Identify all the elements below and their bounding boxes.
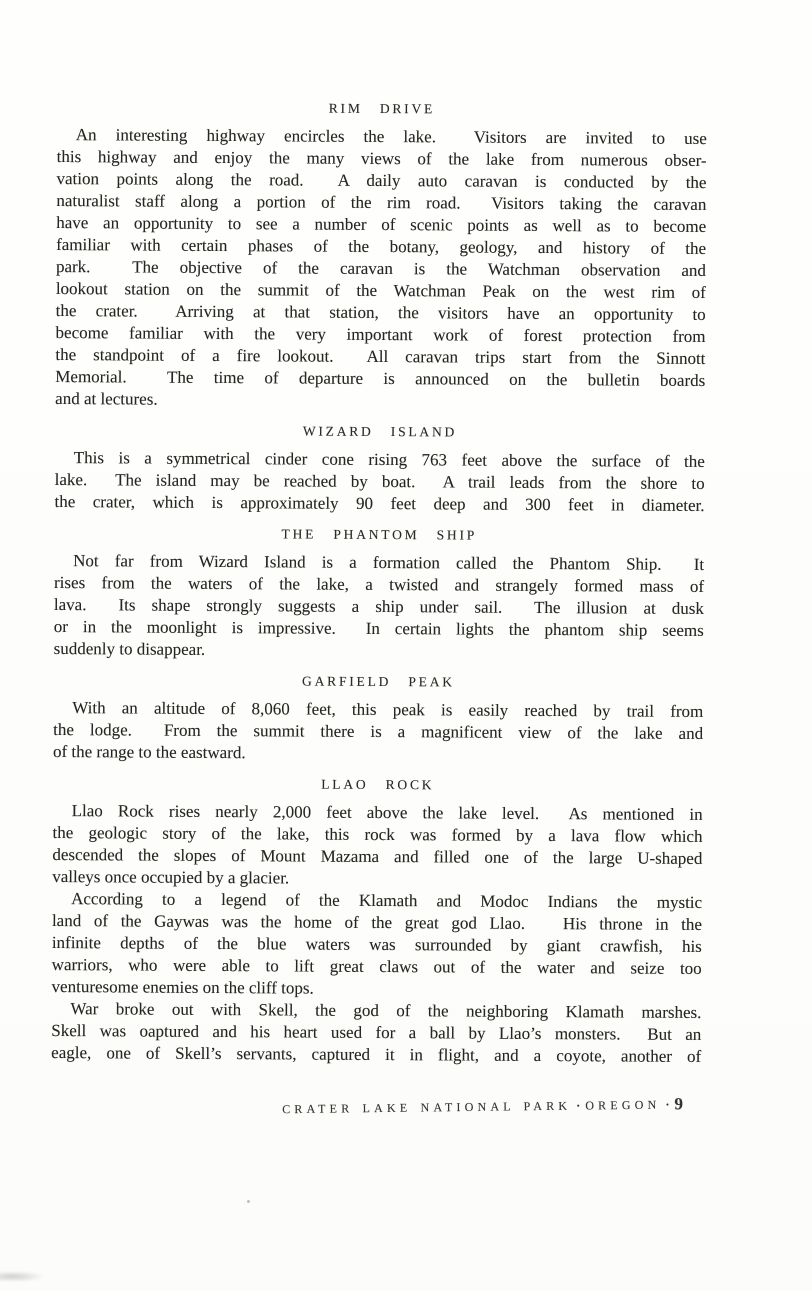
text-line: eagle, one of Skell’s servants, captured it in flight, and a coyote, another of [51, 1042, 702, 1066]
text-line: naturalist staff along a portion of the rim road. Visitors taking the caravan [56, 191, 707, 214]
text-line: the crater. Arriving at that station, the visitors have an opportunity to [55, 301, 706, 324]
section-heading: WIZARD ISLAND [302, 423, 458, 440]
text-line: This is a symmetrical cinder cone rising 763 feet above the surface of the [73, 448, 705, 471]
paragraph [52, 888, 703, 1002]
paragraph [54, 447, 704, 517]
footer-separator-icon: · [576, 1098, 581, 1113]
text-line: rises from the waters of the lake, a twisted and strangely formed mass of [53, 573, 705, 596]
footer-state: OREGON [585, 1097, 661, 1113]
text-line: lava. Its shape strongly suggests a ship under sail. The illusion at dusk [53, 595, 704, 618]
text-line: With an altitude of 8,060 feet, this peak is easily reached by trail from [72, 698, 704, 721]
text-line: suddenly to disappear. [53, 639, 206, 659]
text-line: park. The objective of the caravan is the Watchman observation and [55, 257, 707, 280]
paragraph [54, 550, 705, 664]
section-the-phantom-ship [54, 525, 705, 664]
text-line: the lodge. From the summit there is a magnificent view of the lake and [53, 720, 704, 743]
text-line: War broke out with Skell, the god of the neighboring Klamath marshes. [70, 999, 702, 1022]
text-line: of the range to the eastward. [52, 742, 246, 763]
scan-speck-artifact [247, 1200, 250, 1203]
text-line: the standpoint of a fire lookout. All caravan trips start from the Sinnott [55, 345, 706, 368]
section-heading: LLAO ROCK [321, 776, 435, 793]
paragraph [52, 800, 703, 892]
text-line: venturesome enemies on the cliff tops. [51, 976, 314, 998]
paragraph [51, 998, 701, 1068]
text-line: the crater, which is approximately 90 feet deep and 300 feet in diameter. [54, 492, 705, 515]
section-llao-rock [51, 775, 703, 1068]
text-line: have an opportunity to see a number of scenic points as well as to become [56, 213, 707, 236]
text-line: the geologic story of the lake, this rock was formed by a lava flow which [52, 823, 703, 846]
text-line: and at lectures. [55, 389, 158, 409]
section-garfield-peak [53, 672, 704, 767]
section-heading: GARFIELD PEAK [302, 673, 455, 690]
paragraph [55, 124, 707, 414]
text-line: According to a legend of the Klamath and Modoc Indians the mystic [71, 889, 703, 912]
text-line: infinite depths of the blue waters was surrounded by giant crawfish, his [51, 932, 702, 956]
text-line: vation points along the road. A daily auto caravan is conducted by the [56, 169, 707, 192]
document-body [51, 99, 707, 1068]
section-wizard-island [54, 422, 705, 517]
text-line: warriors, who were able to lift great claws out of the water and seize too [51, 954, 702, 978]
text-line: Skell was oaptured and his heart used for a ball by Llao’s monsters. But an [51, 1020, 702, 1044]
text-line: become familiar with the very important work of forest protection from [55, 323, 706, 346]
page-number: 9 [674, 1094, 684, 1114]
text-line: Not far from Wizard Island is a formation called the Phantom Ship. It [73, 551, 705, 574]
scan-smudge-artifact [0, 1271, 46, 1282]
text-line: lake. The island may be reached by boat. A trail leads from the shore to [54, 470, 705, 493]
section-rim-drive [55, 99, 707, 414]
section-heading: THE PHANTOM SHIP [281, 526, 478, 543]
section-heading: RIM DRIVE [328, 100, 436, 117]
page-footer [57, 1094, 707, 1122]
paragraph [53, 697, 703, 767]
text-line: this highway and enjoy the many views of the lake from numerous obser- [56, 147, 707, 170]
text-line: valleys once occupied by a glacier. [52, 867, 290, 888]
footer-separator-icon: · [665, 1097, 670, 1112]
text-line: descended the slopes of Mount Mazama and filled one of the large U-shaped [52, 845, 703, 868]
text-line: lookout station on the summit of the Watchman Peak on the west rim of [55, 279, 706, 302]
text-line: Llao Rock rises nearly 2,000 feet above the lake level. As mentioned in [71, 801, 703, 824]
text-line: An interesting highway encircles the lake. Visitors are invited to use [75, 125, 707, 148]
text-line: land of the Gaywas was the home of the great god Llao. His throne in the [51, 910, 703, 934]
text-line: or in the moonlight is impressive. In certain lights the phantom ship seems [53, 617, 704, 640]
footer-running-title: CRATER LAKE NATIONAL PARK [282, 1098, 572, 1117]
text-line: Memorial. The time of departure is announced on the bulletin boards [55, 367, 706, 390]
text-line: familiar with certain phases of the botany, geology, and history of the [56, 235, 707, 258]
